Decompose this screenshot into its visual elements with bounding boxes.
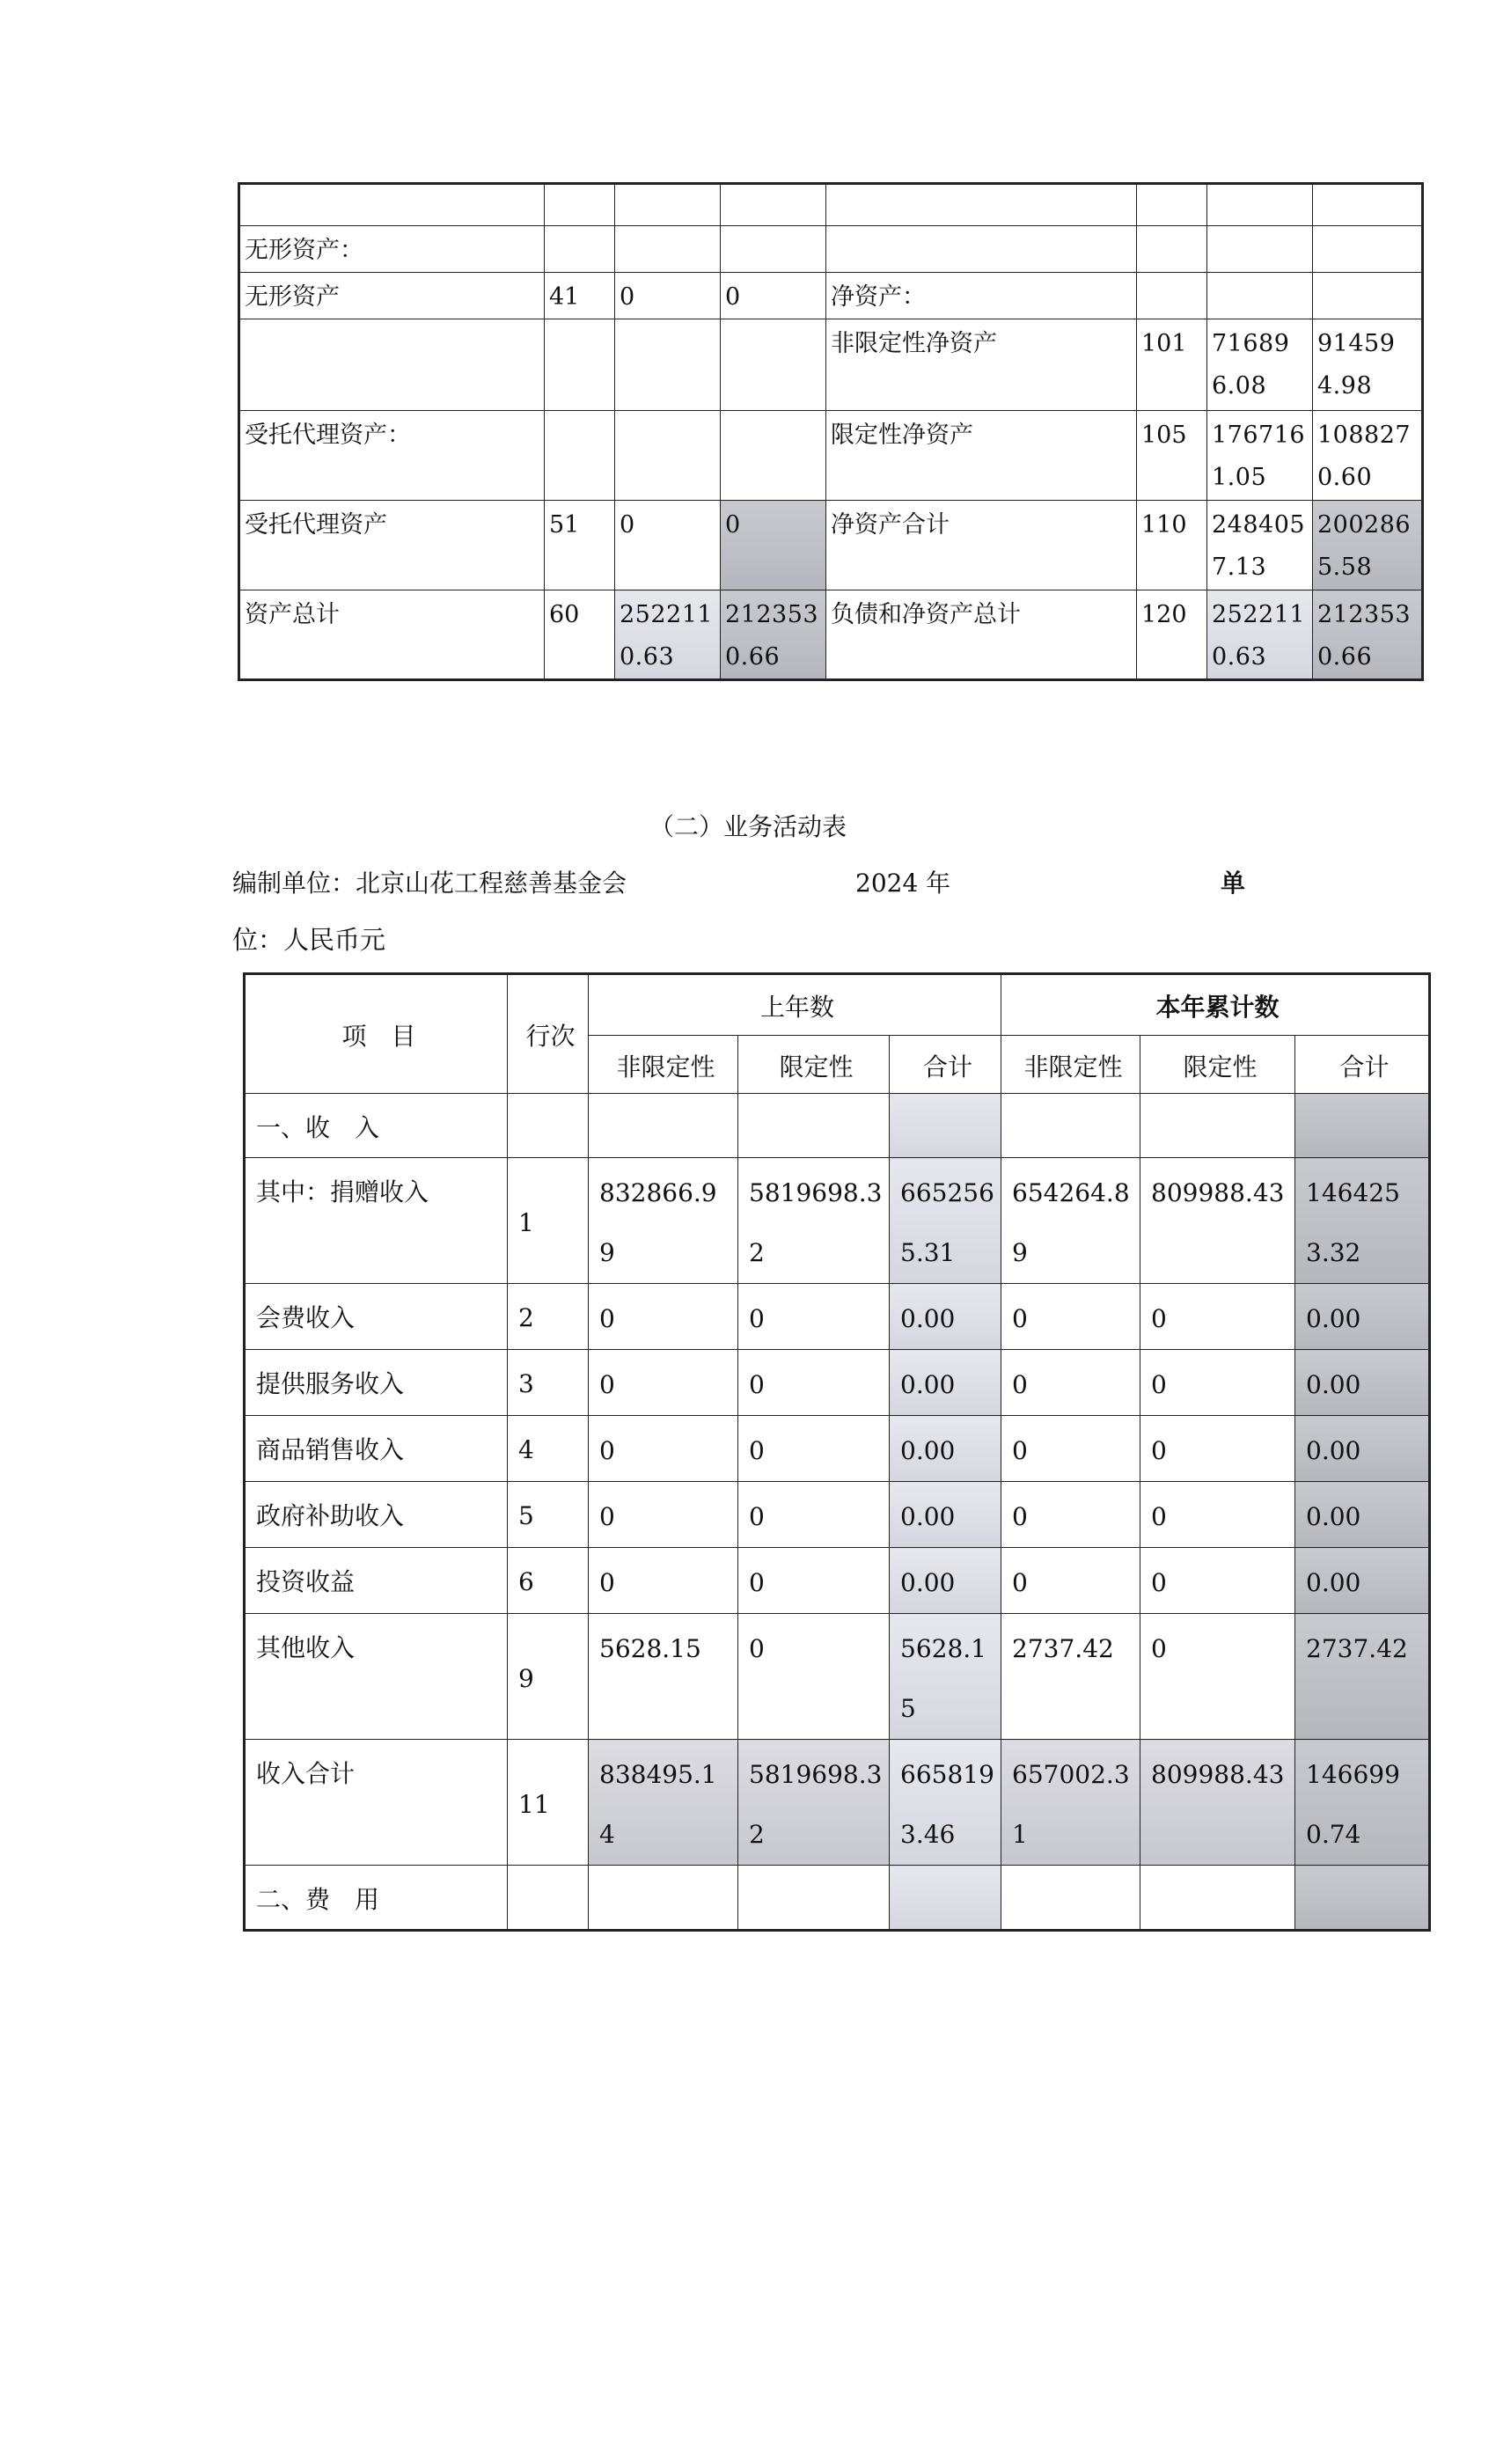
- activity-cell-item: 二、费 用: [245, 1866, 508, 1931]
- activity-cell-curr-restricted: 0: [1140, 1284, 1295, 1350]
- balance-cell-right-item: [826, 184, 1137, 226]
- activity-row: [245, 1350, 1430, 1416]
- balance-cell-left-begin: 0: [615, 501, 721, 590]
- activity-cell-curr-restricted: 0: [1140, 1350, 1295, 1416]
- activity-cell-curr-restricted: [1140, 1094, 1295, 1158]
- balance-row: [239, 319, 1423, 411]
- activity-row: [245, 1416, 1430, 1482]
- activity-cell-curr-total: [1295, 1866, 1430, 1931]
- activity-cell-curr-total: 0.00: [1295, 1548, 1430, 1614]
- balance-cell-right-end: 1088270.60: [1313, 411, 1423, 501]
- balance-cell-left-item: 无形资产：: [239, 226, 545, 273]
- balance-cell-right-end: [1313, 184, 1423, 226]
- unit-label-prefix: 单: [1221, 869, 1246, 898]
- activity-row: [245, 1866, 1430, 1931]
- balance-cell-left-begin: 2522110.63: [615, 590, 721, 680]
- activity-cell-line: 5: [508, 1482, 589, 1548]
- activity-cell-prev-unrestricted: 838495.14: [589, 1740, 738, 1866]
- balance-row: [239, 501, 1423, 590]
- balance-cell-left-line: 41: [545, 273, 615, 319]
- balance-cell-left-line: [545, 411, 615, 501]
- activity-cell-curr-restricted: 809988.43: [1140, 1740, 1295, 1866]
- activity-row: [245, 1158, 1430, 1284]
- header-row-1: [245, 974, 1430, 1036]
- balance-cell-left-end: 2123530.66: [721, 590, 826, 680]
- balance-row: [239, 590, 1423, 680]
- balance-cell-right-begin: 2484057.13: [1207, 501, 1313, 590]
- activity-cell-line: 6: [508, 1548, 589, 1614]
- header-prev-total: 合计: [890, 1036, 1001, 1094]
- activity-cell-line: 9: [508, 1614, 589, 1740]
- activity-cell-prev-unrestricted: 0: [589, 1548, 738, 1614]
- balance-cell-right-line: [1137, 184, 1207, 226]
- activity-cell-prev-total: [890, 1094, 1001, 1158]
- activity-cell-prev-restricted: 0: [738, 1548, 890, 1614]
- activity-cell-line: [508, 1094, 589, 1158]
- balance-cell-right-line: [1137, 273, 1207, 319]
- activity-cell-curr-restricted: 809988.43: [1140, 1158, 1295, 1284]
- balance-cell-right-line: 101: [1137, 319, 1207, 411]
- balance-cell-left-item: 无形资产: [239, 273, 545, 319]
- activity-cell-curr-restricted: 0: [1140, 1416, 1295, 1482]
- balance-cell-left-begin: 0: [615, 273, 721, 319]
- activity-cell-prev-restricted: [738, 1866, 890, 1931]
- activity-cell-prev-restricted: 0: [738, 1284, 890, 1350]
- balance-cell-left-item: 资产总计: [239, 590, 545, 680]
- balance-cell-right-begin: [1207, 184, 1313, 226]
- balance-cell-left-item: [239, 319, 545, 411]
- activity-cell-item: 会费收入: [245, 1284, 508, 1350]
- balance-cell-left-line: [545, 319, 615, 411]
- activity-cell-line: 4: [508, 1416, 589, 1482]
- balance-cell-left-line: 51: [545, 501, 615, 590]
- activity-cell-curr-total: 0.00: [1295, 1284, 1430, 1350]
- activity-cell-prev-restricted: 0: [738, 1350, 890, 1416]
- activity-table: [243, 972, 1431, 1932]
- balance-cell-left-end: 0: [721, 501, 826, 590]
- activity-cell-curr-total: 2737.42: [1295, 1614, 1430, 1740]
- balance-cell-right-item: 非限定性净资产: [826, 319, 1137, 411]
- activity-cell-curr-unrestricted: [1001, 1094, 1140, 1158]
- section-title: （二）业务活动表: [649, 812, 847, 841]
- balance-cell-left-begin: [615, 411, 721, 501]
- activity-cell-line: 2: [508, 1284, 589, 1350]
- balance-cell-right-item: [826, 226, 1137, 273]
- activity-cell-prev-unrestricted: [589, 1094, 738, 1158]
- balance-cell-left-line: 60: [545, 590, 615, 680]
- header-curr-total: 合计: [1295, 1036, 1430, 1094]
- balance-row: [239, 226, 1423, 273]
- balance-cell-left-item: [239, 184, 545, 226]
- activity-cell-curr-unrestricted: 654264.89: [1001, 1158, 1140, 1284]
- activity-cell-curr-total: 1464253.32: [1295, 1158, 1430, 1284]
- activity-row: [245, 1548, 1430, 1614]
- balance-cell-left-line: [545, 226, 615, 273]
- activity-cell-prev-unrestricted: 0: [589, 1416, 738, 1482]
- balance-cell-left-item: 受托代理资产: [239, 501, 545, 590]
- activity-cell-prev-total: 0.00: [890, 1482, 1001, 1548]
- activity-cell-line: 1: [508, 1158, 589, 1284]
- balance-cell-right-item: 净资产：: [826, 273, 1137, 319]
- activity-cell-prev-unrestricted: 832866.99: [589, 1158, 738, 1284]
- activity-cell-item: 其中：捐赠收入: [245, 1158, 508, 1284]
- activity-cell-item: 投资收益: [245, 1548, 508, 1614]
- balance-cell-left-line: [545, 184, 615, 226]
- activity-row: [245, 1482, 1430, 1548]
- header-curr-unrestricted: 非限定性: [1001, 1036, 1140, 1094]
- activity-cell-curr-restricted: 0: [1140, 1614, 1295, 1740]
- activity-cell-curr-total: 0.00: [1295, 1350, 1430, 1416]
- activity-cell-curr-restricted: 0: [1140, 1482, 1295, 1548]
- header-prev-year: 上年数: [589, 974, 1001, 1036]
- activity-cell-curr-restricted: [1140, 1866, 1295, 1931]
- activity-cell-curr-unrestricted: 2737.42: [1001, 1614, 1140, 1740]
- activity-cell-item: 政府补助收入: [245, 1482, 508, 1548]
- activity-cell-curr-total: 0.00: [1295, 1482, 1430, 1548]
- header-line: 行次: [508, 974, 589, 1094]
- activity-row: [245, 1614, 1430, 1740]
- unit-label: 位：人民币元: [232, 925, 386, 955]
- balance-cell-right-begin: 2522110.63: [1207, 590, 1313, 680]
- header-curr-year: 本年累计数: [1001, 974, 1430, 1036]
- balance-cell-left-end: [721, 226, 826, 273]
- activity-cell-prev-restricted: 5819698.32: [738, 1740, 890, 1866]
- balance-cell-right-end: 2002865.58: [1313, 501, 1423, 590]
- balance-cell-right-begin: 1767161.05: [1207, 411, 1313, 501]
- activity-cell-line: 3: [508, 1350, 589, 1416]
- activity-cell-item: 其他收入: [245, 1614, 508, 1740]
- activity-cell-prev-total: 0.00: [890, 1548, 1001, 1614]
- activity-cell-prev-unrestricted: 0: [589, 1284, 738, 1350]
- header-prev-restricted: 限定性: [738, 1036, 890, 1094]
- balance-cell-right-begin: [1207, 226, 1313, 273]
- activity-cell-curr-unrestricted: [1001, 1866, 1140, 1931]
- balance-cell-right-begin: 716896.08: [1207, 319, 1313, 411]
- activity-cell-curr-unrestricted: 0: [1001, 1416, 1140, 1482]
- activity-cell-prev-restricted: 0: [738, 1416, 890, 1482]
- balance-row: [239, 184, 1423, 226]
- activity-cell-curr-unrestricted: 0: [1001, 1548, 1140, 1614]
- activity-cell-prev-restricted: 0: [738, 1482, 890, 1548]
- activity-cell-prev-restricted: 0: [738, 1614, 890, 1740]
- compiler-unit: 编制单位：北京山花工程慈善基金会: [232, 869, 627, 898]
- balance-cell-right-item: 净资产合计: [826, 501, 1137, 590]
- activity-row: [245, 1740, 1430, 1866]
- activity-cell-item: 商品销售收入: [245, 1416, 508, 1482]
- activity-cell-curr-total: [1295, 1094, 1430, 1158]
- header-prev-unrestricted: 非限定性: [589, 1036, 738, 1094]
- activity-cell-curr-unrestricted: 0: [1001, 1350, 1140, 1416]
- balance-cell-left-end: [721, 184, 826, 226]
- activity-cell-line: 11: [508, 1740, 589, 1866]
- balance-cell-right-line: 105: [1137, 411, 1207, 501]
- activity-row: [245, 1094, 1430, 1158]
- balance-cell-right-item: 限定性净资产: [826, 411, 1137, 501]
- activity-cell-line: [508, 1866, 589, 1931]
- header-item: 项 目: [245, 974, 508, 1094]
- balance-cell-right-begin: [1207, 273, 1313, 319]
- balance-cell-left-end: [721, 319, 826, 411]
- activity-cell-prev-total: 6652565.31: [890, 1158, 1001, 1284]
- activity-cell-item: 收入合计: [245, 1740, 508, 1866]
- activity-row: [245, 1284, 1430, 1350]
- activity-cell-prev-total: 5628.15: [890, 1614, 1001, 1740]
- header-curr-restricted: 限定性: [1140, 1036, 1295, 1094]
- balance-cell-left-end: [721, 411, 826, 501]
- activity-cell-prev-total: 6658193.46: [890, 1740, 1001, 1866]
- activity-cell-prev-restricted: 5819698.32: [738, 1158, 890, 1284]
- activity-cell-prev-unrestricted: [589, 1866, 738, 1931]
- balance-cell-right-end: 2123530.66: [1313, 590, 1423, 680]
- balance-cell-right-end: [1313, 273, 1423, 319]
- balance-cell-right-line: 120: [1137, 590, 1207, 680]
- balance-sheet-table: [238, 182, 1424, 681]
- activity-cell-item: 提供服务收入: [245, 1350, 508, 1416]
- activity-cell-prev-unrestricted: 5628.15: [589, 1614, 738, 1740]
- activity-cell-prev-total: 0.00: [890, 1350, 1001, 1416]
- activity-cell-curr-unrestricted: 0: [1001, 1284, 1140, 1350]
- report-year: 2024 年: [855, 869, 951, 898]
- activity-cell-prev-total: 0.00: [890, 1416, 1001, 1482]
- balance-cell-right-line: 110: [1137, 501, 1207, 590]
- balance-cell-left-end: 0: [721, 273, 826, 319]
- balance-cell-left-begin: [615, 226, 721, 273]
- page-blank-area: [0, 2040, 1496, 2464]
- activity-cell-prev-total: [890, 1866, 1001, 1931]
- balance-cell-right-line: [1137, 226, 1207, 273]
- activity-cell-curr-unrestricted: 0: [1001, 1482, 1140, 1548]
- activity-cell-curr-unrestricted: 657002.31: [1001, 1740, 1140, 1866]
- activity-cell-prev-unrestricted: 0: [589, 1482, 738, 1548]
- activity-cell-item: 一、收 入: [245, 1094, 508, 1158]
- activity-cell-curr-total: 1466990.74: [1295, 1740, 1430, 1866]
- activity-cell-prev-total: 0.00: [890, 1284, 1001, 1350]
- balance-cell-right-end: [1313, 226, 1423, 273]
- balance-row: [239, 273, 1423, 319]
- activity-cell-curr-restricted: 0: [1140, 1548, 1295, 1614]
- activity-cell-prev-unrestricted: 0: [589, 1350, 738, 1416]
- balance-cell-left-item: 受托代理资产：: [239, 411, 545, 501]
- balance-cell-left-begin: [615, 184, 721, 226]
- balance-cell-right-item: 负债和净资产总计: [826, 590, 1137, 680]
- balance-row: [239, 411, 1423, 501]
- activity-cell-curr-total: 0.00: [1295, 1416, 1430, 1482]
- balance-cell-right-end: 914594.98: [1313, 319, 1423, 411]
- balance-cell-left-begin: [615, 319, 721, 411]
- activity-cell-prev-restricted: [738, 1094, 890, 1158]
